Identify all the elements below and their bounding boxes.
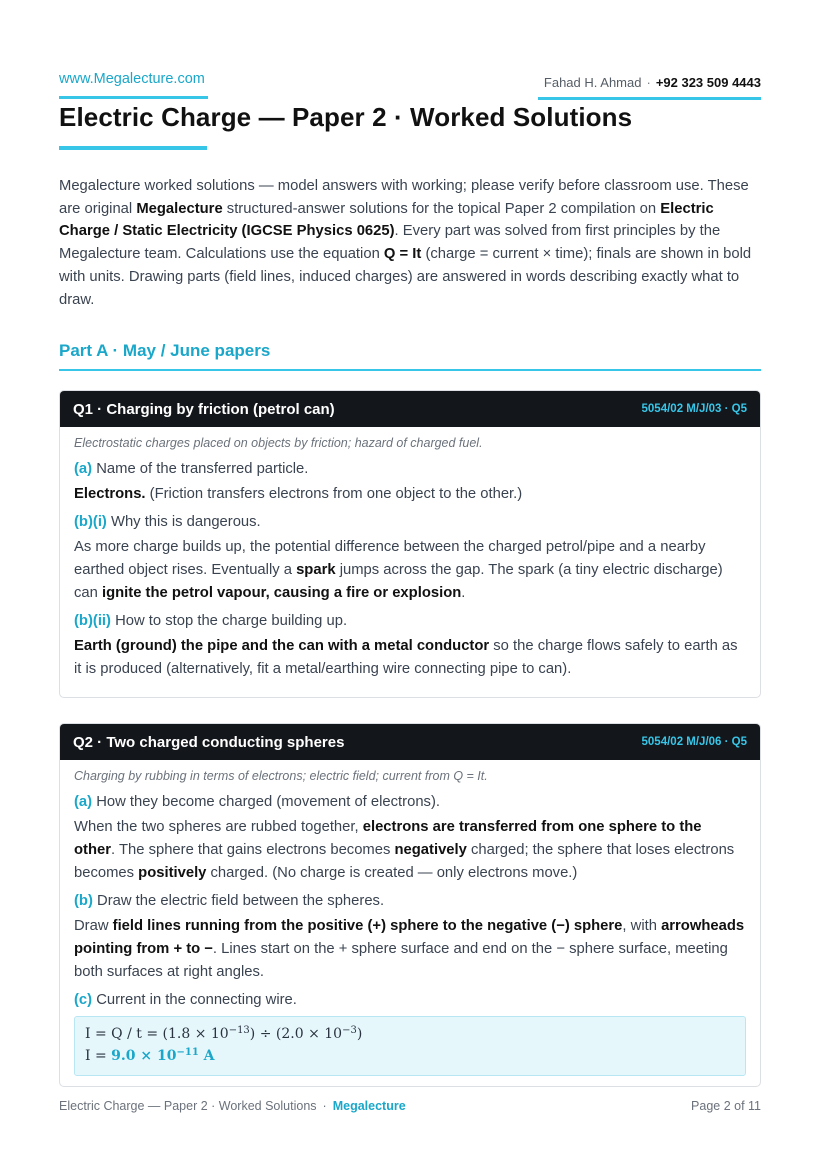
calc-text: ) ÷ (2.0 × 10 — [249, 1026, 343, 1042]
intro-paragraph — [59, 175, 761, 311]
phone-number: +92 323 509 4443 — [655, 75, 761, 90]
part-tag: (a) — [74, 794, 93, 810]
part-tag: (b)(i) — [74, 514, 107, 530]
answer-bold: positively — [138, 865, 207, 881]
answer-bold: Electrons. — [74, 486, 146, 502]
calc-text: ) — [356, 1026, 363, 1042]
question-title: Q1 · Charging by friction (petrol can) — [73, 400, 335, 418]
answer-text: jumps across the gap. The spark (a tiny electric discharge) can — [74, 562, 723, 601]
part-bii-answer — [74, 635, 746, 681]
part-prompt: Draw the electric field between the spheres. — [92, 893, 385, 909]
final-unit: A — [198, 1048, 215, 1064]
question-note: Charging by rubbing in terms of electrons; electric field; current from Q = It. — [74, 769, 488, 783]
page-header — [59, 0, 761, 100]
intro-text-4: (charge = current × time); finals are shown in bold with units. Drawing parts (field lines, induced charges) are answered in words describing exactly what to draw. — [59, 246, 752, 308]
part-bi-answer — [74, 536, 746, 605]
intro-text-3: . Every part was solved from first principles by the Megalecture team. Calculations use the equation — [59, 223, 721, 263]
part-tag: (a) — [74, 461, 93, 477]
footer-doc-title: Electric Charge — Paper 2 · Worked Solutions — [59, 1099, 317, 1113]
part-heading: Part A · May / June papers — [59, 341, 761, 371]
part-prompt: Current in the connecting wire. — [92, 992, 297, 1008]
part-b-answer — [74, 915, 746, 984]
author-name: Fahad H. Ahmad — [543, 75, 642, 90]
question-reference: 5054/02 M/J/06 · Q5 — [641, 736, 747, 748]
answer-bold: Earth (ground) the pipe and the can with a metal conductor — [74, 638, 490, 654]
calc-line-1 — [85, 1023, 735, 1045]
intro-text-2: structured-answer solutions for the topical Paper 2 compilation on — [222, 200, 661, 217]
part-tag: (b)(ii) — [74, 613, 111, 629]
answer-bold: spark — [296, 562, 336, 578]
part-a-label — [74, 459, 746, 479]
answer-bold: arrowheads pointing from + to − — [74, 918, 745, 957]
answer-text: . Lines start on the + sphere surface and end on the − sphere surface, meeting both surfaces at right angles. — [74, 941, 728, 980]
intro-bold-1: Megalecture — [136, 200, 223, 217]
part-prompt: How they become charged (movement of electrons). — [92, 794, 440, 810]
part-a-answer — [74, 483, 746, 506]
contact-info — [538, 75, 761, 100]
answer-bold: ignite the petrol vapour, causing a fire or explosion — [101, 585, 462, 601]
part-a-label — [74, 792, 746, 812]
answer-bold: electrons are transferred from one sphere to the other — [74, 819, 702, 858]
calculation-box — [74, 1016, 746, 1076]
answer-text: Draw — [74, 918, 113, 934]
calc-line-2 — [85, 1045, 735, 1067]
exponent: −13 — [228, 1025, 250, 1036]
page-number: Page 2 of 11 — [691, 1099, 761, 1113]
intro-text-1: Megalecture worked solutions — model answers with working; please verify before classroom use. These are original — [59, 178, 749, 217]
question-title: Q2 · Two charged conducting spheres — [73, 733, 345, 751]
question-card-q1 — [59, 390, 761, 698]
final-answer — [111, 1048, 214, 1064]
answer-text: . — [461, 585, 466, 601]
card-body — [60, 427, 760, 698]
footer-left — [59, 1099, 406, 1113]
answer-text: (Friction transfers electrons from one object to the other.) — [145, 486, 523, 502]
exponent: −3 — [342, 1025, 357, 1036]
part-b-label — [74, 891, 746, 911]
answer-text: As more charge builds up, the potential difference between the charged petrol/pipe and a nearby earthed object rises. Eventually a — [74, 539, 706, 578]
intro-bold-2: Electric Charge / Static Electricity (IGCSE Physics 0625) — [59, 200, 714, 240]
site-link[interactable]: www.Megalecture.com — [59, 71, 208, 99]
question-card-q2 — [59, 723, 761, 1087]
final-value: 9.0 × 10 — [111, 1048, 177, 1064]
part-prompt: Why this is dangerous. — [106, 514, 261, 530]
part-a-answer — [74, 816, 746, 885]
footer-separator: · — [322, 1099, 327, 1113]
intro-bold-3: Q = It — [383, 246, 422, 263]
answer-text: charged. (No charge is created — only electrons move.) — [206, 865, 578, 881]
card-header — [60, 724, 760, 760]
answer-text: , with — [622, 918, 662, 934]
answer-bold: field lines running from the positive (+) sphere to the negative (−) sphere — [112, 918, 623, 934]
part-tag: (b) — [74, 893, 93, 909]
part-tag: (c) — [74, 992, 93, 1008]
card-body — [60, 760, 760, 1087]
answer-text: charged; the sphere that loses electrons becomes — [74, 842, 735, 881]
answer-bold: negatively — [394, 842, 467, 858]
page-title: Electric Charge — Paper 2 · Worked Solutions — [59, 102, 633, 132]
calc-text: I = Q / t = (1.8 × 10 — [85, 1026, 229, 1042]
question-reference: 5054/02 M/J/03 · Q5 — [641, 403, 747, 415]
separator: · — [646, 75, 651, 90]
part-prompt: How to stop the charge building up. — [110, 613, 348, 629]
part-bii-label — [74, 611, 746, 631]
answer-text: so the charge flows safely to earth as it is produced (alternatively, fit a metal/earthing wire connecting pipe to can). — [74, 638, 738, 677]
card-header — [60, 391, 760, 427]
answer-text: . The sphere that gains electrons becomes — [111, 842, 395, 858]
question-note: Electrostatic charges placed on objects by friction; hazard of charged fuel. — [74, 436, 483, 450]
exponent: −11 — [176, 1047, 199, 1058]
part-bi-label — [74, 512, 746, 532]
part-prompt: Name of the transferred particle. — [92, 461, 309, 477]
answer-text: When the two spheres are rubbed together, — [74, 819, 363, 835]
footer-brand: Megalecture — [332, 1099, 406, 1113]
calc-text: I = — [85, 1048, 112, 1064]
part-c-label — [74, 990, 746, 1010]
title-underline — [59, 146, 207, 150]
